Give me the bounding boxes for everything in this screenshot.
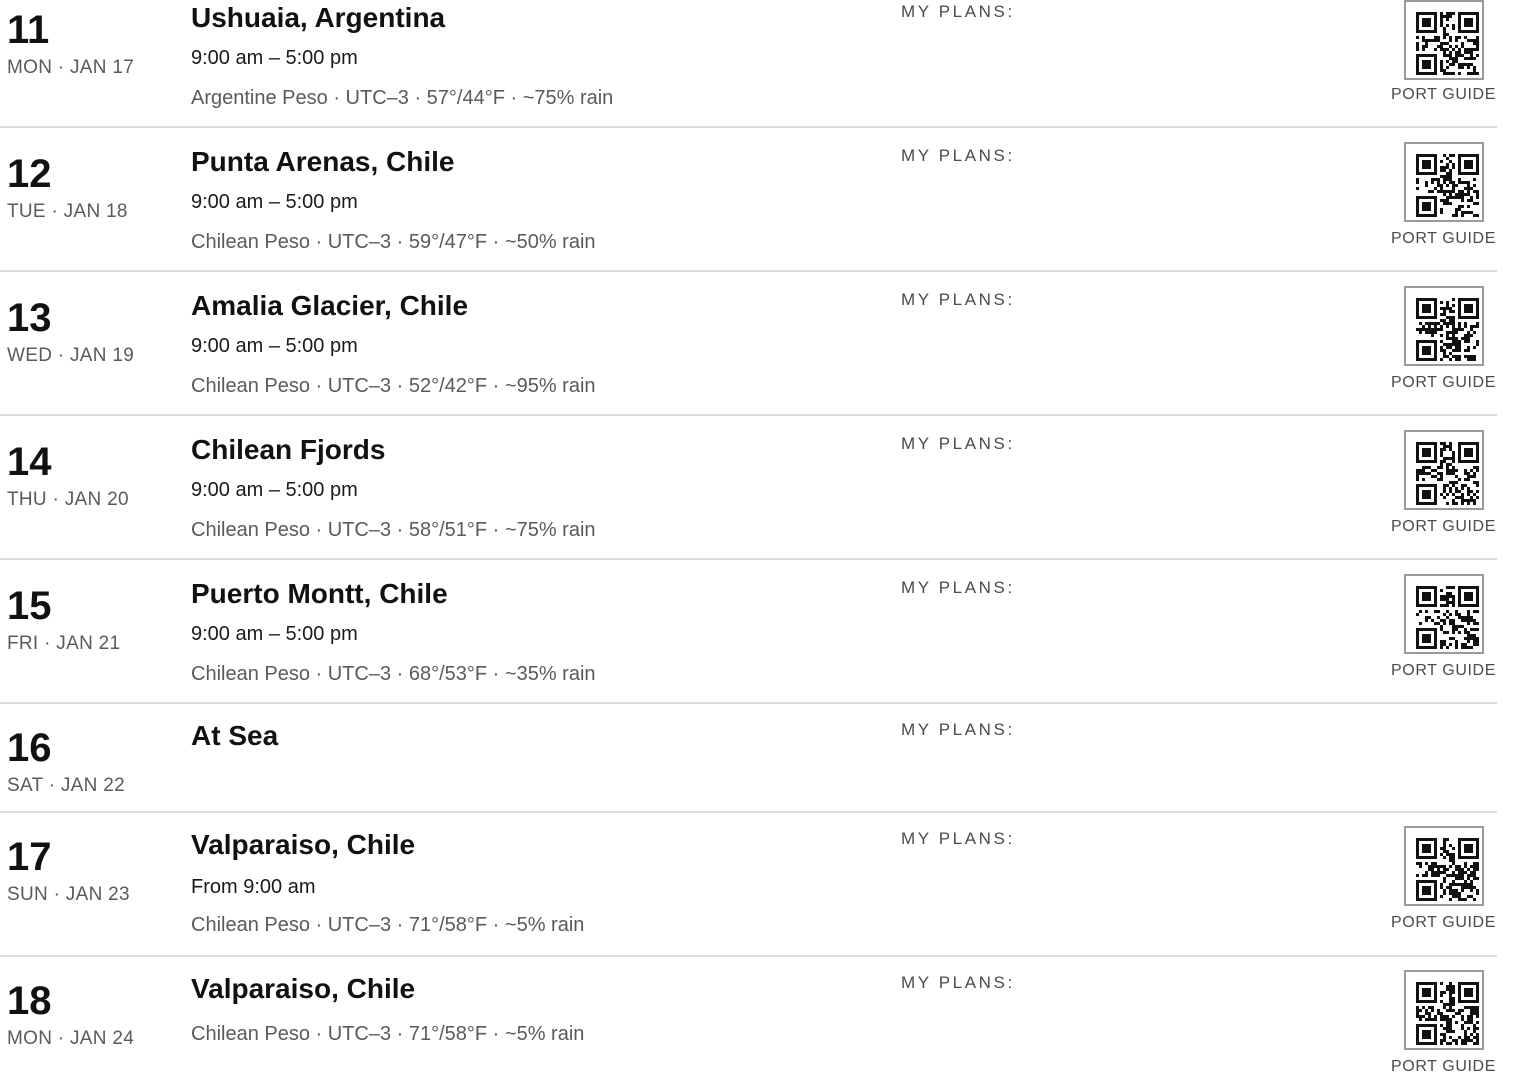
port-name: Amalia Glacier, Chile — [191, 290, 469, 321]
itinerary-day-row — [0, 813, 1497, 957]
qr-pattern — [1416, 12, 1479, 75]
port-hours: 9:00 am – 5:00 pm — [191, 47, 358, 69]
port-details: Chilean Peso · UTC–3 · 52°/42°F · ~95% rain — [191, 375, 596, 397]
day-date: SAT · JAN 22 — [7, 775, 125, 796]
itinerary-day-row — [0, 416, 1497, 560]
port-hours: 9:00 am – 5:00 pm — [191, 623, 358, 645]
day-date: SUN · JAN 23 — [7, 884, 130, 905]
port-guide-link[interactable]: PORT GUIDE — [1391, 914, 1496, 931]
port-guide-link[interactable]: PORT GUIDE — [1391, 1058, 1496, 1075]
day-date: MON · JAN 24 — [7, 1028, 135, 1049]
qr-code-icon[interactable] — [1404, 286, 1484, 366]
qr-pattern — [1416, 982, 1479, 1045]
day-date: WED · JAN 19 — [7, 345, 135, 366]
qr-code-icon[interactable] — [1404, 0, 1484, 80]
port-guide-link[interactable]: PORT GUIDE — [1391, 518, 1496, 535]
qr-pattern — [1416, 586, 1479, 649]
qr-code-icon[interactable] — [1404, 826, 1484, 906]
port-guide-link[interactable]: PORT GUIDE — [1391, 374, 1496, 391]
port-details: Chilean Peso · UTC–3 · 71°/58°F · ~5% rain — [191, 914, 585, 936]
itinerary-day-row — [0, 957, 1497, 1078]
day-number: 15 — [7, 584, 52, 628]
port-name: Valparaiso, Chile — [191, 973, 416, 1004]
day-number: 13 — [7, 296, 52, 340]
qr-pattern — [1416, 442, 1479, 505]
port-name: Punta Arenas, Chile — [191, 146, 455, 177]
port-details: Chilean Peso · UTC–3 · 71°/58°F · ~5% rain — [191, 1023, 585, 1045]
day-date: FRI · JAN 21 — [7, 633, 121, 654]
qr-pattern — [1416, 298, 1479, 361]
qr-code-icon[interactable] — [1404, 970, 1484, 1050]
port-name: Valparaiso, Chile — [191, 829, 416, 860]
itinerary-day-row — [0, 272, 1497, 416]
my-plans-label: MY PLANS: — [901, 290, 1015, 309]
itinerary-day-row — [0, 0, 1497, 128]
my-plans-label: MY PLANS: — [901, 829, 1015, 848]
day-number: 18 — [7, 979, 52, 1023]
port-name: At Sea — [191, 720, 279, 751]
port-details: Argentine Peso · UTC–3 · 57°/44°F · ~75% rain — [191, 87, 614, 109]
qr-code-icon[interactable] — [1404, 142, 1484, 222]
port-hours: From 9:00 am — [191, 876, 316, 898]
port-hours: 9:00 am – 5:00 pm — [191, 335, 358, 357]
port-name: Chilean Fjords — [191, 434, 386, 465]
qr-code-icon[interactable] — [1404, 430, 1484, 510]
port-details: Chilean Peso · UTC–3 · 59°/47°F · ~50% rain — [191, 231, 596, 253]
day-date: MON · JAN 17 — [7, 57, 135, 78]
day-number: 16 — [7, 726, 52, 770]
port-guide-link[interactable]: PORT GUIDE — [1391, 86, 1496, 103]
itinerary-day-row — [0, 560, 1497, 704]
port-hours: 9:00 am – 5:00 pm — [191, 191, 358, 213]
day-date: THU · JAN 20 — [7, 489, 129, 510]
itinerary-day-row — [0, 704, 1497, 813]
port-name: Ushuaia, Argentina — [191, 2, 446, 33]
my-plans-label: MY PLANS: — [901, 973, 1015, 992]
port-details: Chilean Peso · UTC–3 · 68°/53°F · ~35% rain — [191, 663, 596, 685]
my-plans-label: MY PLANS: — [901, 146, 1015, 165]
my-plans-label: MY PLANS: — [901, 720, 1015, 739]
itinerary-day-row — [0, 128, 1497, 272]
port-name: Puerto Montt, Chile — [191, 578, 448, 609]
day-number: 17 — [7, 835, 52, 879]
qr-code-icon[interactable] — [1404, 574, 1484, 654]
day-number: 14 — [7, 440, 52, 484]
port-guide-link[interactable]: PORT GUIDE — [1391, 662, 1496, 679]
my-plans-label: MY PLANS: — [901, 434, 1015, 453]
qr-pattern — [1416, 154, 1479, 217]
port-hours: 9:00 am – 5:00 pm — [191, 479, 358, 501]
day-number: 11 — [7, 8, 50, 52]
my-plans-label: MY PLANS: — [901, 2, 1015, 21]
qr-pattern — [1416, 838, 1479, 901]
day-date: TUE · JAN 18 — [7, 201, 128, 222]
port-guide-link[interactable]: PORT GUIDE — [1391, 230, 1496, 247]
my-plans-label: MY PLANS: — [901, 578, 1015, 597]
port-details: Chilean Peso · UTC–3 · 58°/51°F · ~75% rain — [191, 519, 596, 541]
day-number: 12 — [7, 152, 52, 196]
